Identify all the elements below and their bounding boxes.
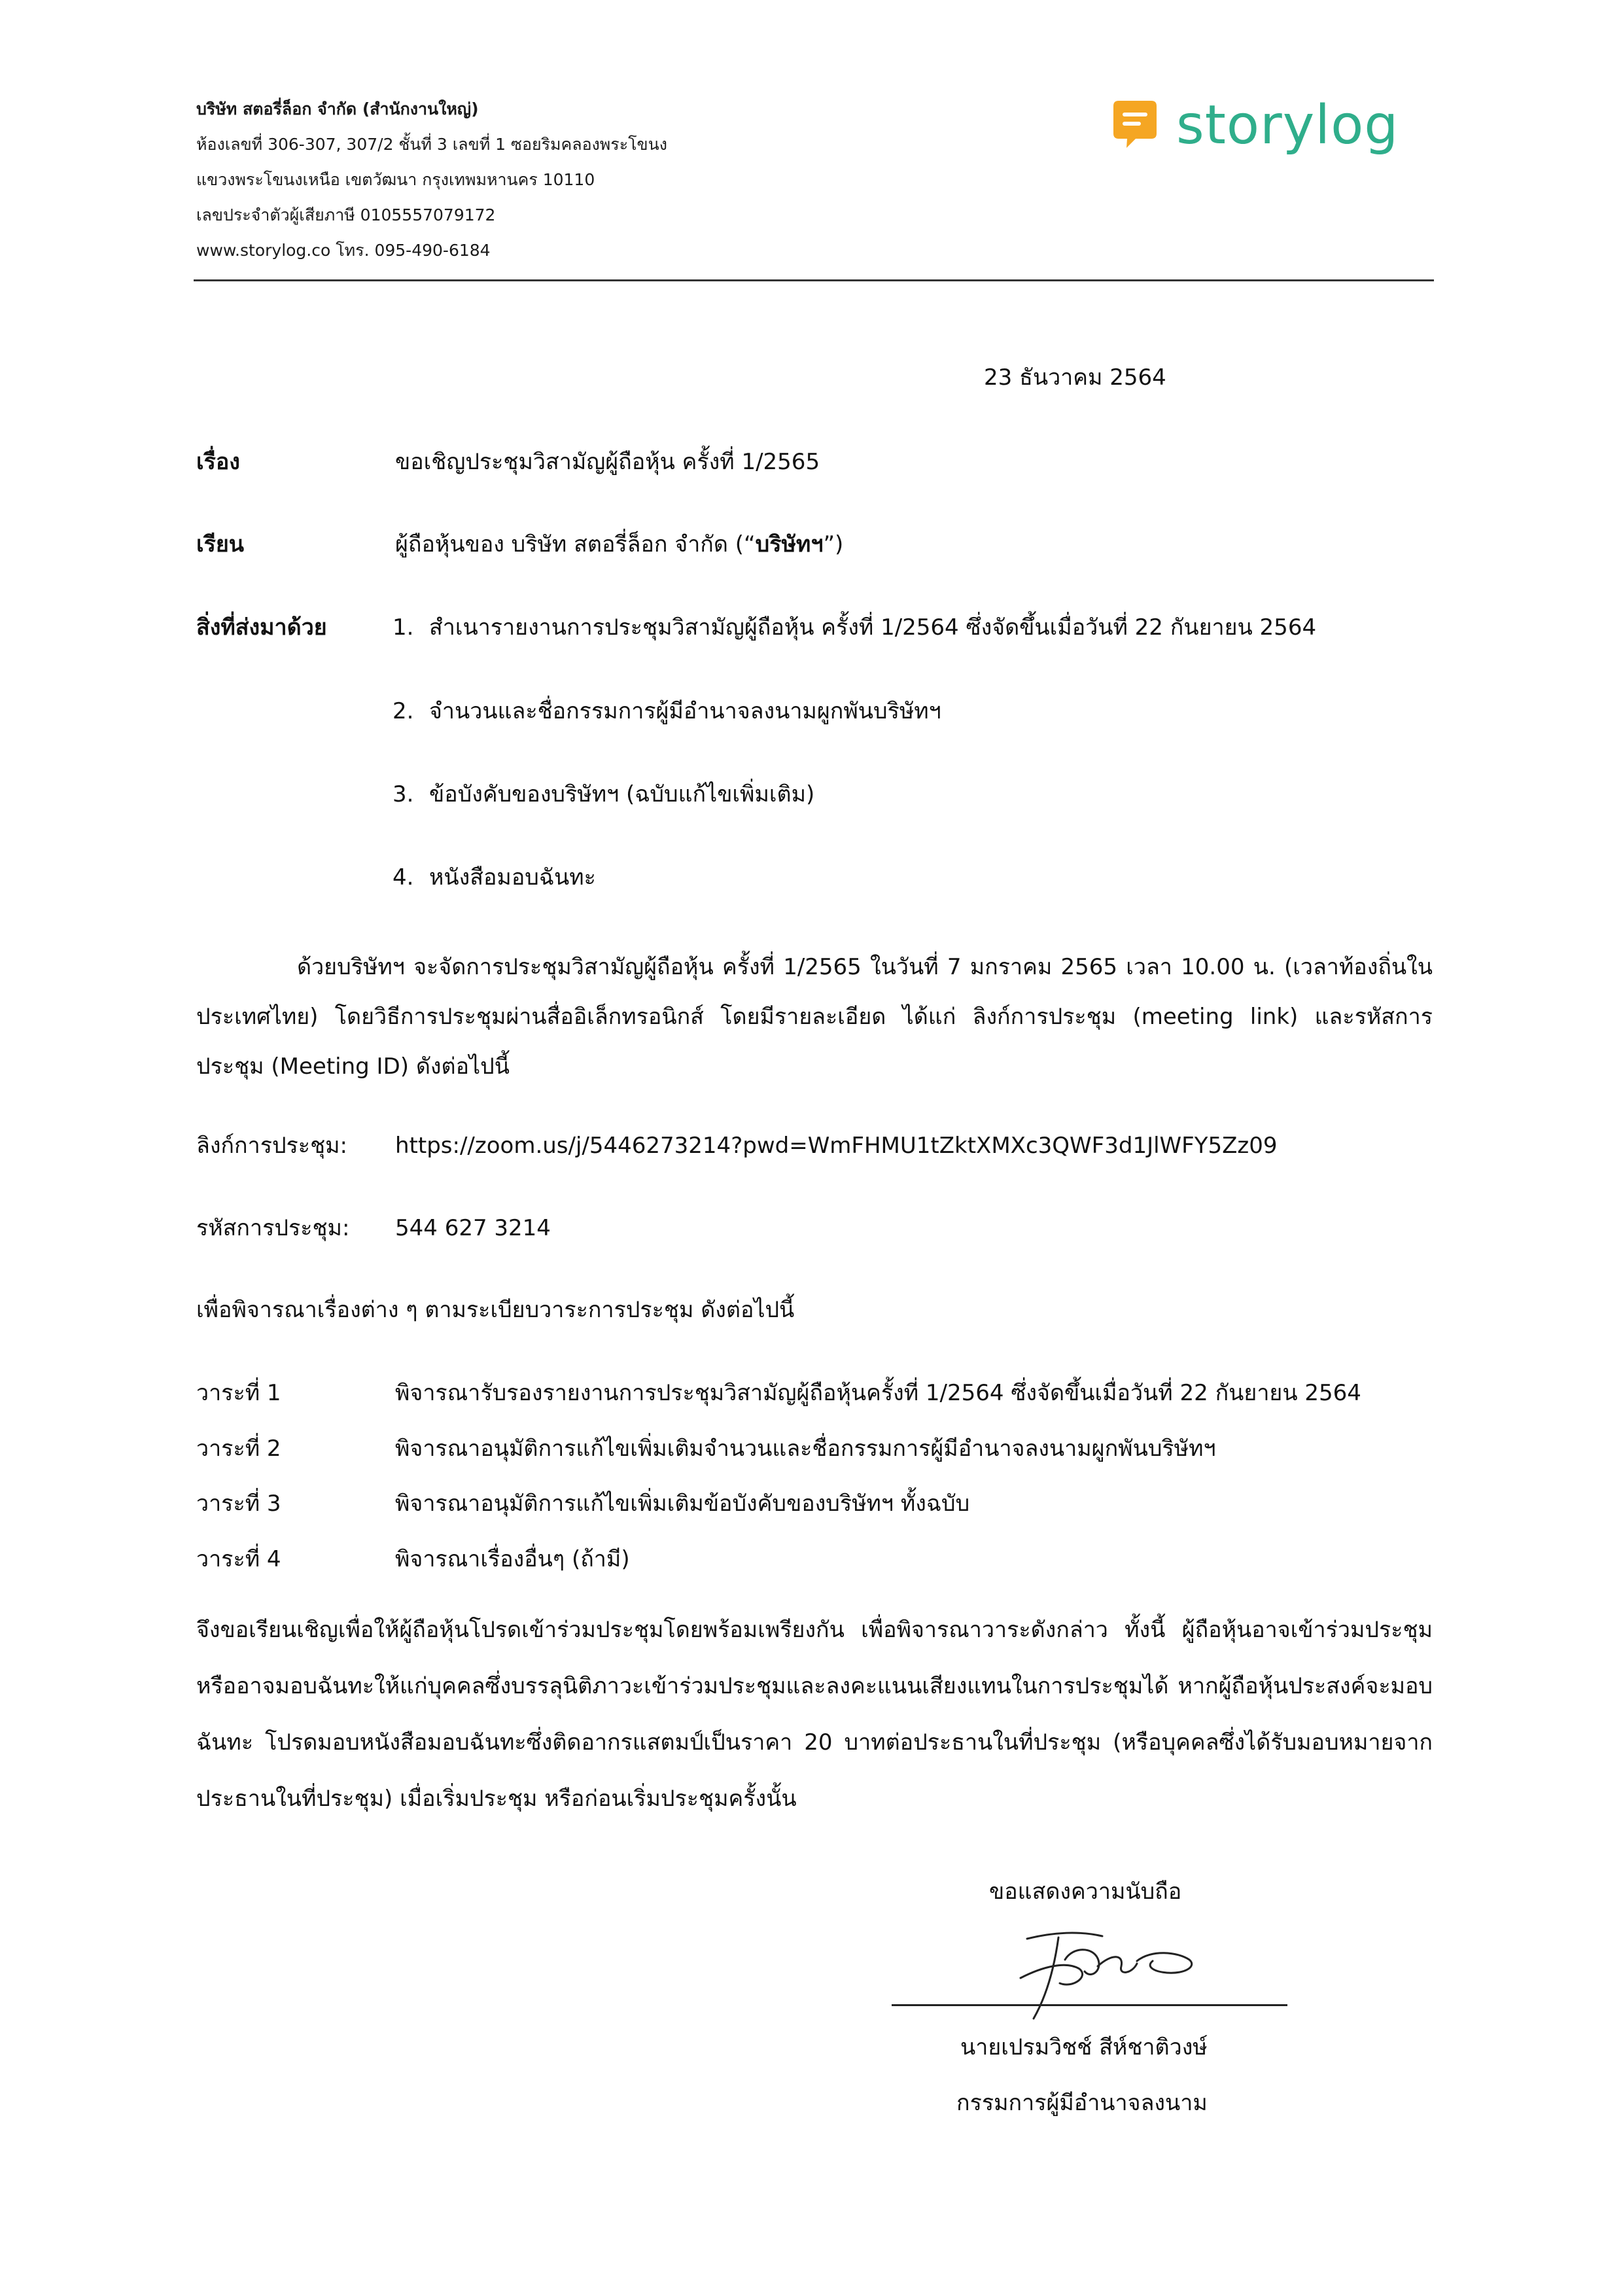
enclosure-item: หนังสือมอบฉันทะ bbox=[429, 864, 596, 891]
storylog-logo bbox=[1112, 93, 1413, 158]
agenda-item-label: วาระที่ 1 bbox=[196, 1380, 281, 1406]
logo-wordmark: storylog bbox=[1176, 94, 1399, 156]
recipient-suffix: ”) bbox=[823, 531, 844, 557]
header-divider bbox=[194, 279, 1434, 281]
meeting-link-label: ลิงก์การประชุม: bbox=[196, 1133, 348, 1159]
recipient-text bbox=[395, 529, 843, 560]
closing-text: ขอแสดงความนับถือ bbox=[989, 1879, 1182, 1905]
handwritten-signature bbox=[981, 1920, 1197, 2025]
enclosure-number: 1. bbox=[393, 614, 414, 641]
subject-text: ขอเชิญประชุมวิสามัญผู้ถือหุ้น ครั้งที่ 1/2565 bbox=[395, 449, 820, 475]
agenda-item-label: วาระที่ 3 bbox=[196, 1491, 281, 1517]
enclosure-number: 2. bbox=[393, 698, 414, 724]
signature-line bbox=[892, 2004, 1287, 2006]
enclosures-label: สิ่งที่ส่งมาด้วย bbox=[196, 614, 327, 641]
recipient-label: เรียน bbox=[196, 531, 245, 557]
company-address-line1: ห้องเลขที่ 306-307, 307/2 ชั้นที่ 3 เลขที่ 1 ซอยริมคลองพระโขนง bbox=[196, 135, 667, 154]
signer-name: นายเปรมวิชช์ สีห์ชาติวงษ์ bbox=[960, 2034, 1208, 2060]
subject-label: เรื่อง bbox=[196, 449, 240, 475]
company-address-line2: แขวงพระโขนงเหนือ เขตวัฒนา กรุงเทพมหานคร 10110 bbox=[196, 170, 595, 189]
recipient-company-short: บริษัทฯ bbox=[755, 531, 824, 557]
meeting-id: 544 627 3214 bbox=[395, 1215, 551, 1241]
enclosure-number: 3. bbox=[393, 781, 414, 807]
letter-date: 23 ธันวาคม 2564 bbox=[984, 364, 1166, 391]
recipient-prefix: ผู้ถือหุ้นของ บริษัท สตอรี่ล็อก จำกัด (“ bbox=[395, 531, 756, 557]
agenda-intro: เพื่อพิจารณาเรื่องต่าง ๆ ตามระเบียบวาระการประชุม ดังต่อไปนี้ bbox=[196, 1297, 795, 1323]
enclosure-item: ข้อบังคับของบริษัทฯ (ฉบับแก้ไขเพิ่มเติม) bbox=[429, 781, 815, 807]
enclosure-number: 4. bbox=[393, 864, 414, 891]
meeting-id-label: รหัสการประชุม: bbox=[196, 1215, 350, 1241]
company-tax-id: เลขประจำตัวผู้เสียภาษี 0105557079172 bbox=[196, 205, 496, 224]
company-contact: www.storylog.co โทร. 095-490-6184 bbox=[196, 241, 491, 260]
meeting-link[interactable]: https://zoom.us/j/5446273214?pwd=WmFHMU1tZktXMXc3QWF3d1JlWFY5Zz09 bbox=[395, 1133, 1278, 1159]
agenda-item-label: วาระที่ 2 bbox=[196, 1436, 281, 1462]
company-name: บริษัท สตอรี่ล็อก จำกัด (สำนักงานใหญ่) bbox=[196, 99, 479, 118]
invitation-paragraph: จึงขอเรียนเชิญเพื่อให้ผู้ถือหุ้นโปรดเข้าร่วมประชุมโดยพร้อมเพรียงกัน เพื่อพิจารณาวาระดังกล่าว ทั้งนี้ ผู้ถือหุ้นอาจเข้าร่วมประชุม หรืออาจมอบฉันทะให้แก่บุคคลซึ่งบรรลุนิติภาวะเข้าร่วมประชุมและลงคะแนนเสียงแทนในการประชุมได้ หากผู้ถือหุ้นประสงค์จะมอบฉันทะ โปรดมอบหนังสือมอบฉันทะซึ่งติดอากรแสตมป์เป็นราคา 20 บาทต่อประธานในที่ประชุม (หรือบุคคลซึ่งได้รับมอบหมายจากประธานในที่ประชุม) เมื่อเริ่มประชุม หรือก่อนเริ่มประชุมครั้งนั้น bbox=[196, 1617, 1433, 1812]
speech-bubble-icon bbox=[1112, 99, 1158, 150]
enclosure-item: สำเนารายงานการประชุมวิสามัญผู้ถือหุ้น ครั้งที่ 1/2564 ซึ่งจัดขึ้นเมื่อวันที่ 22 กันยายน 2564 bbox=[429, 614, 1317, 641]
agenda-item-text: พิจารณาอนุมัติการแก้ไขเพิ่มเติมข้อบังคับของบริษัทฯ ทั้งฉบับ bbox=[395, 1491, 970, 1517]
agenda-item-text: พิจารณารับรองรายงานการประชุมวิสามัญผู้ถือหุ้นครั้งที่ 1/2564 ซึ่งจัดขึ้นเมื่อวันที่ 22 กันยายน 2564 bbox=[395, 1380, 1361, 1406]
enclosure-item: จำนวนและชื่อกรรมการผู้มีอำนาจลงนามผูกพันบริษัทฯ bbox=[429, 698, 941, 724]
agenda-item-text: พิจารณาเรื่องอื่นๆ (ถ้ามี) bbox=[395, 1546, 630, 1572]
agenda-item-label: วาระที่ 4 bbox=[196, 1546, 281, 1572]
intro-paragraph: ด้วยบริษัทฯ จะจัดการประชุมวิสามัญผู้ถือหุ้น ครั้งที่ 1/2565 ในวันที่ 7 มกราคม 2565 เวลา 10.00 น. (เวลาท้องถิ่นในประเทศไทย) โดยวิธีการประชุมผ่านสื่ออิเล็กทรอนิกส์ โดยมีรายละเอียด ได้แก่ ลิงก์การประชุม (meeting link) และรหัสการประชุม (Meeting ID) ดังต่อไปนี้ bbox=[196, 954, 1433, 1080]
agenda-item-text: พิจารณาอนุมัติการแก้ไขเพิ่มเติมจำนวนและชื่อกรรมการผู้มีอำนาจลงนามผูกพันบริษัทฯ bbox=[395, 1436, 1216, 1462]
signer-title: กรรมการผู้มีอำนาจลงนาม bbox=[956, 2090, 1208, 2116]
